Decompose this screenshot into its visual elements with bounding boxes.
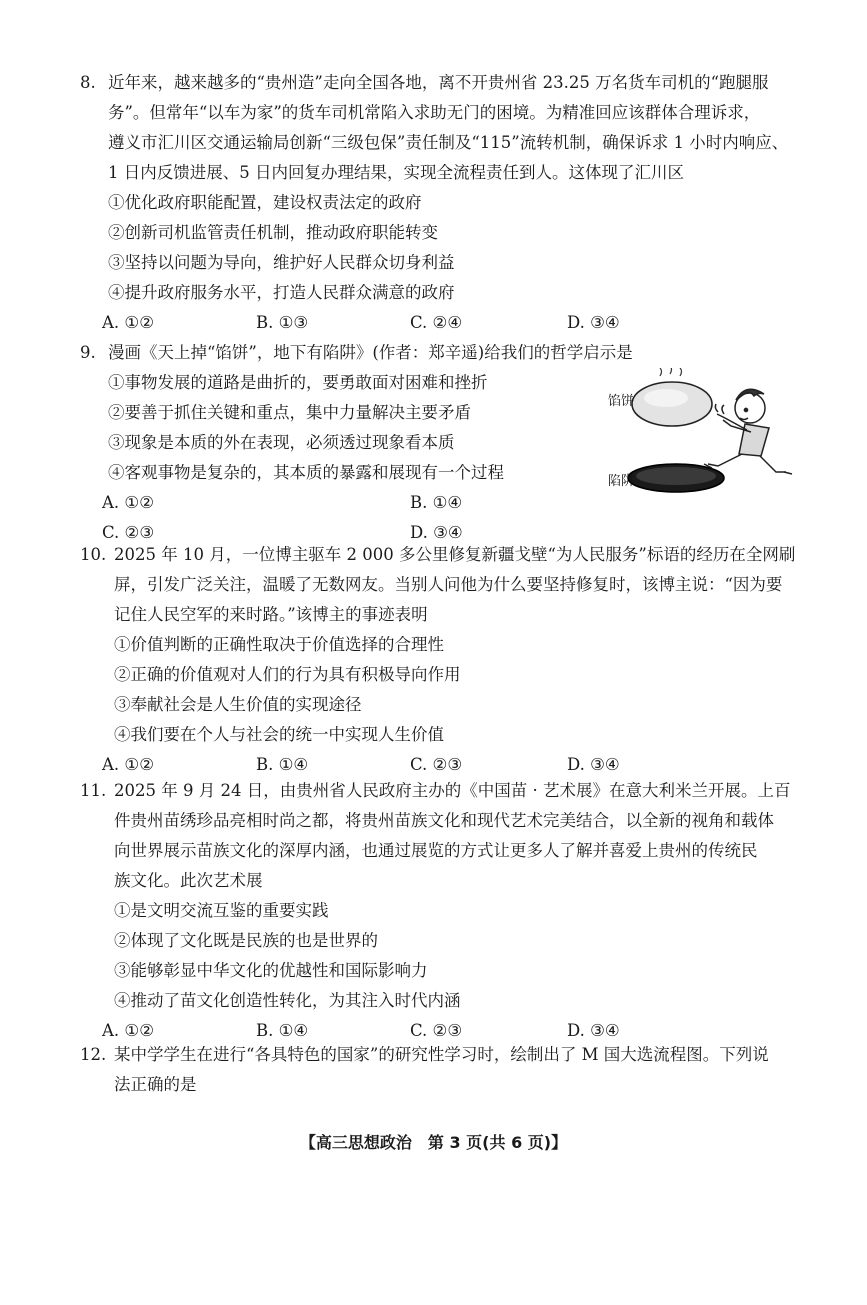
option-b[interactable]: B. ①④ [256,1021,309,1040]
running-man-drawing [704,389,792,474]
question-text: 漫画《天上掉“馅饼”，地下有陷阱》(作者：郑辛遥)给我们的哲学启示是 [108,343,633,362]
question-text: 法正确的是 [114,1075,197,1094]
statement-3: ③现象是本质的外在表现，必须透过现象看本质 [108,433,455,452]
pie-drawing [632,368,712,426]
statement-4: ④推动了苗文化创造性转化，为其注入时代内涵 [114,991,461,1010]
option-a[interactable]: A. ①② [102,313,154,332]
question-10 [80,540,795,780]
question-text: 族文化。此次艺术展 [114,871,263,890]
statement-3: ③奉献社会是人生价值的实现途径 [114,695,362,714]
question-text: 2025 年 10 月，一位博主驱车 2 000 多公里修复新疆戈壁“为人民服务”标语的经历在全网刷 [114,545,795,564]
option-b[interactable]: B. ①④ [410,493,463,512]
question-text: 近年来，越来越多的“贵州造”走向全国各地，离不开贵州省 23.25 万名货车司机的“跑腿服 [108,73,769,92]
option-c[interactable]: C. ②③ [410,1021,463,1040]
statement-1: ①事物发展的道路是曲折的，要勇敢面对困难和挫折 [108,373,488,392]
option-a[interactable]: A. ①② [102,493,154,512]
option-c[interactable]: C. ②③ [410,755,463,774]
question-number: 9. [80,343,96,362]
option-b[interactable]: B. ①③ [256,313,309,332]
question-12 [80,1040,795,1100]
statement-4: ④我们要在个人与社会的统一中实现人生价值 [114,725,444,744]
option-d[interactable]: D. ③④ [567,313,620,332]
statement-4: ④提升政府服务水平，打造人民群众满意的政府 [108,283,455,302]
question-text: 1 日内反馈进展、5 日内回复办理结果，实现全流程责任到人。这体现了汇川区 [108,163,684,182]
page-footer: 【高三思想政治 第 3 页(共 6 页)】 [299,1133,568,1152]
question-text: 件贵州苗绣珍品亮相时尚之都，将贵州苗族文化和现代艺术完美结合，以全新的视角和载体 [114,811,774,830]
question-number: 8. [80,73,96,92]
option-c[interactable]: C. ②③ [102,523,155,542]
answer-options [80,308,795,338]
question-text: 某中学学生在进行“各具特色的国家”的研究性学习时，绘制出了 M 国大选流程图。下列说 [114,1045,769,1064]
question-text: 2025 年 9 月 24 日，由贵州省人民政府主办的《中国苗 · 艺术展》在意大利米兰开展。上百 [114,781,791,800]
statement-3: ③能够彰显中华文化的优越性和国际影响力 [114,961,428,980]
option-d[interactable]: D. ③④ [410,523,463,542]
statement-2: ②正确的价值观对人们的行为具有积极导向作用 [114,665,461,684]
pit-drawing [628,464,724,492]
question-text: 屏，引发广泛关注，温暖了无数网友。当别人问他为什么要坚持修复时，该博主说：“因为要 [114,575,783,594]
question-text: 记住人民空军的来时路。”该博主的事迹表明 [114,605,428,624]
pit-label: 陷阱 [608,474,635,489]
cartoon-illustration [600,368,795,508]
question-11 [80,776,795,1046]
question-number: 11. [80,781,107,800]
question-text: 遵义市汇川区交通运输局创新“三级包保”责任制及“115”流转机制，确保诉求 1 小时内响应、 [108,133,789,152]
statement-1: ①价值判断的正确性取决于价值选择的合理性 [114,635,444,654]
statement-1: ①优化政府职能配置，建设权责法定的政府 [108,193,422,212]
statement-4: ④客观事物是复杂的，其本质的暴露和展现有一个过程 [108,463,504,482]
question-number: 10. [80,545,107,564]
pie-label: 馅饼 [608,394,635,409]
question-text: 向世界展示苗族文化的深厚内涵，也通过展览的方式让更多人了解并喜爱上贵州的传统民 [114,841,758,860]
option-b[interactable]: B. ①④ [256,755,309,774]
option-d[interactable]: D. ③④ [567,755,620,774]
statement-2: ②体现了文化既是民族的也是世界的 [114,931,378,950]
option-c[interactable]: C. ②④ [410,313,463,332]
option-a[interactable]: A. ①② [102,755,154,774]
option-a[interactable]: A. ①② [102,1021,154,1040]
statement-3: ③坚持以问题为导向，维护好人民群众切身利益 [108,253,455,272]
question-number: 12. [80,1045,107,1064]
statement-2: ②要善于抓住关键和重点，集中力量解决主要矛盾 [108,403,471,422]
question-8 [80,68,795,338]
statement-1: ①是文明交流互鉴的重要实践 [114,901,329,920]
option-d[interactable]: D. ③④ [567,1021,620,1040]
statement-2: ②创新司机监管责任机制，推动政府职能转变 [108,223,438,242]
question-text: 务”。但常年“以车为家”的货车司机常陷入求助无门的困境。为精准回应该群体合理诉求， [108,103,761,122]
